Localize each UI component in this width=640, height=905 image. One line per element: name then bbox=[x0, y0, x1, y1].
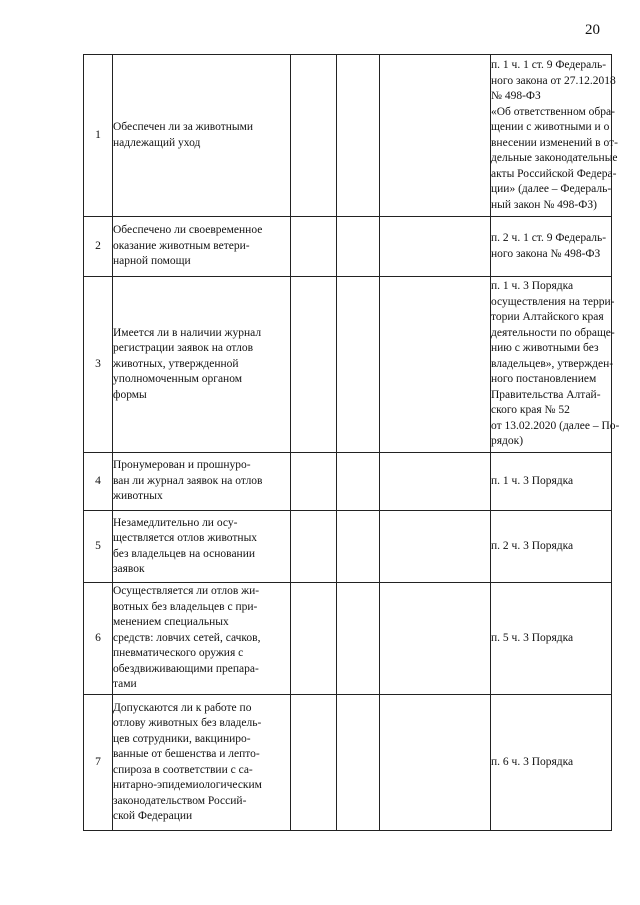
question-line: уполномоченным органом bbox=[113, 373, 243, 386]
row-number: 2 bbox=[84, 217, 113, 277]
reference-line: ного постановлением bbox=[491, 373, 597, 386]
question-line: отлову животных без владель- bbox=[113, 717, 262, 729]
question-line: Имеется ли в наличии журнал bbox=[113, 326, 262, 339]
answer-cell-yes bbox=[291, 453, 337, 511]
reference-line: рядок) bbox=[491, 435, 524, 448]
legal-reference bbox=[491, 453, 612, 511]
table-row bbox=[84, 55, 612, 217]
answer-cell-not-applicable bbox=[380, 453, 491, 511]
answer-cell-not-applicable bbox=[380, 583, 491, 695]
question-line: средств: ловчих сетей, сачков, bbox=[113, 631, 261, 644]
question-line: спироза в соответствии с са- bbox=[113, 763, 253, 776]
answer-cell-not-applicable bbox=[380, 277, 491, 453]
question-line: надлежащий уход bbox=[113, 136, 201, 149]
question-line: ществляется отлов животных bbox=[113, 532, 258, 544]
legal-reference bbox=[491, 695, 612, 831]
question-line: менением специальных bbox=[113, 616, 229, 629]
question-line: вотных без владельцев с при- bbox=[113, 600, 258, 613]
reference-line: деятельности по обраще- bbox=[491, 326, 615, 339]
reference-line: ный закон № 498-ФЗ) bbox=[491, 198, 597, 211]
legal-reference bbox=[491, 55, 618, 217]
legal-reference bbox=[491, 583, 612, 695]
reference-line: ского края № 52 bbox=[491, 404, 570, 417]
reference-line: п. 1 ч. 3 Порядка bbox=[491, 474, 574, 487]
answer-cell-yes bbox=[291, 511, 337, 583]
reference-line: п. 2 ч. 1 ст. 9 Федераль- bbox=[491, 232, 607, 244]
requirement-question bbox=[113, 583, 291, 695]
row-number: 5 bbox=[84, 511, 113, 583]
reference-line: «Об ответственном обра- bbox=[491, 105, 615, 118]
answer-cell-yes bbox=[291, 583, 337, 695]
answer-cell-no bbox=[337, 583, 380, 695]
requirement-question bbox=[113, 511, 291, 583]
reference-line: щении с животными и о bbox=[491, 121, 610, 133]
answer-cell-no bbox=[337, 55, 380, 217]
table-row bbox=[84, 217, 612, 277]
answer-cell-yes bbox=[291, 55, 337, 217]
reference-line: п. 5 ч. 3 Порядка bbox=[491, 631, 574, 644]
question-line: регистрации заявок на отлов bbox=[113, 342, 254, 355]
question-line: Допускаются ли к работе по bbox=[113, 701, 252, 714]
reference-line: владельцев», утвержден- bbox=[491, 357, 614, 370]
answer-cell-yes bbox=[291, 695, 337, 831]
reference-line: № 498-ФЗ bbox=[491, 90, 541, 102]
question-line: животных bbox=[113, 490, 163, 503]
question-line: ванные от бешенства и лепто- bbox=[113, 748, 260, 760]
answer-cell-no bbox=[337, 695, 380, 831]
reference-line: ции» (далее – Федераль- bbox=[491, 183, 612, 195]
question-line: законодательством Россий- bbox=[113, 794, 247, 807]
question-line: животных, утвержденной bbox=[113, 357, 239, 370]
question-line: Осуществляется ли отлов жи- bbox=[113, 585, 260, 598]
requirement-question bbox=[113, 277, 291, 453]
answer-cell-no bbox=[337, 277, 380, 453]
question-line: формы bbox=[113, 388, 147, 401]
question-line: ской Федерации bbox=[113, 810, 193, 822]
answer-cell-not-applicable bbox=[380, 55, 491, 217]
question-line: цев сотрудники, вакциниро- bbox=[113, 732, 251, 745]
reference-line: ного закона от 27.12.2018 bbox=[491, 74, 616, 87]
question-line: без владельцев на основании bbox=[113, 547, 256, 560]
reference-line: тории Алтайского края bbox=[491, 311, 604, 324]
table-row bbox=[84, 695, 612, 831]
table-row bbox=[84, 277, 612, 453]
question-line: ван ли журнал заявок на отлов bbox=[113, 474, 263, 487]
checklist-table bbox=[83, 54, 620, 831]
reference-line: п. 1 ч. 3 Порядка bbox=[491, 280, 574, 293]
answer-cell-no bbox=[337, 217, 380, 277]
question-line: обездвиживающими препара- bbox=[113, 662, 259, 675]
answer-cell-no bbox=[337, 453, 380, 511]
checklist-table-body bbox=[84, 55, 620, 831]
reference-line: осуществления на терри- bbox=[491, 295, 615, 308]
question-line: Обеспечено ли своевременное bbox=[113, 224, 263, 237]
requirement-question bbox=[113, 55, 291, 217]
question-line: нитарно-эпидемиологическим bbox=[113, 779, 262, 791]
answer-cell-yes bbox=[291, 277, 337, 453]
reference-line: дельные законодательные bbox=[491, 152, 618, 164]
question-line: Незамедлительно ли осу- bbox=[113, 516, 238, 529]
page-number: 20 bbox=[585, 22, 600, 38]
requirement-question bbox=[113, 453, 291, 511]
table-row bbox=[84, 453, 612, 511]
answer-cell-no bbox=[337, 511, 380, 583]
answer-cell-yes bbox=[291, 217, 337, 277]
requirement-question bbox=[113, 217, 291, 277]
question-line: оказание животным ветери- bbox=[113, 239, 250, 252]
reference-line: ного закона № 498-ФЗ bbox=[491, 247, 601, 260]
row-number: 6 bbox=[84, 583, 113, 695]
question-line: заявок bbox=[113, 563, 145, 575]
reference-line: нию с животными без bbox=[491, 342, 599, 355]
legal-reference bbox=[491, 511, 612, 583]
row-number: 1 bbox=[84, 55, 113, 217]
reference-line: Правительства Алтай- bbox=[491, 388, 601, 401]
legal-reference bbox=[491, 277, 620, 453]
reference-line: акты Российской Федера- bbox=[491, 167, 617, 180]
reference-line: п. 6 ч. 3 Порядка bbox=[491, 755, 574, 768]
row-number: 3 bbox=[84, 277, 113, 453]
table-row bbox=[84, 583, 612, 695]
table-row bbox=[84, 511, 612, 583]
answer-cell-not-applicable bbox=[380, 217, 491, 277]
reference-line: п. 2 ч. 3 Порядка bbox=[491, 539, 574, 552]
row-number: 4 bbox=[84, 453, 113, 511]
question-line: Пронумерован и прошнуро- bbox=[113, 459, 251, 472]
question-line: тами bbox=[113, 678, 137, 691]
reference-line: от 13.02.2020 (далее – По- bbox=[491, 419, 620, 432]
legal-reference bbox=[491, 217, 612, 277]
answer-cell-not-applicable bbox=[380, 695, 491, 831]
reference-line: п. 1 ч. 1 ст. 9 Федераль- bbox=[491, 59, 607, 71]
row-number: 7 bbox=[84, 695, 113, 831]
reference-line: внесении изменений в от- bbox=[491, 136, 618, 149]
question-line: Обеспечен ли за животными bbox=[113, 121, 254, 133]
question-line: нарной помощи bbox=[113, 255, 191, 268]
requirement-question bbox=[113, 695, 291, 831]
question-line: пневматического оружия с bbox=[113, 647, 244, 660]
answer-cell-not-applicable bbox=[380, 511, 491, 583]
